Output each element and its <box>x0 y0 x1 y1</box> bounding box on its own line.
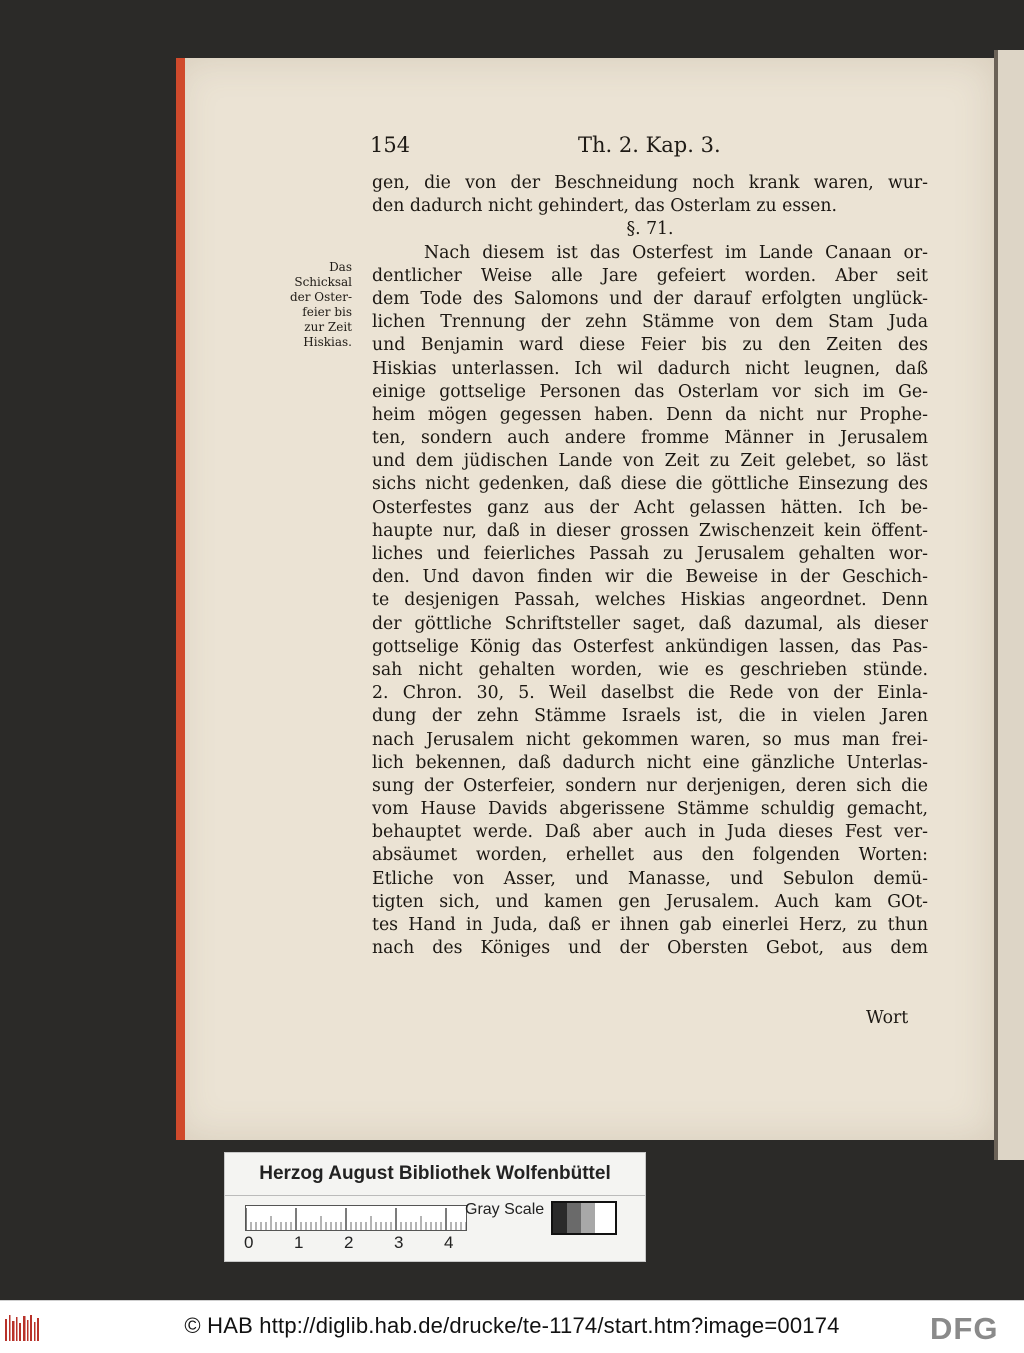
text-line: den dadurch nicht gehindert, das Osterlam zu essen. <box>372 196 837 217</box>
text-line: liches und feierliches Passah zu Jerusalem gehalten wor- <box>372 544 928 564</box>
grayscale-swatch <box>581 1203 595 1233</box>
text-line: tes Hand in Juda, daß er ihnen gab einerlei Herz, zu thun <box>372 915 928 935</box>
text-line: sung der Osterfeier, sondern nur derjenigen, deren sich die <box>372 775 928 796</box>
margin-note-line: zur Zeit <box>304 320 352 334</box>
section-heading: §. 71. <box>626 219 674 240</box>
red-page-edge <box>176 58 185 1140</box>
running-title: Th. 2. Kap. 3. <box>578 133 721 157</box>
measurement-ruler <box>245 1205 467 1231</box>
margin-note-line: feier bis <box>302 305 352 319</box>
ruler-ticks <box>246 1206 466 1230</box>
body-text <box>372 172 928 960</box>
copyright-url[interactable]: © HAB http://diglib.hab.de/drucke/te-1174/start.htm?image=00174 <box>184 1313 840 1338</box>
text-line: absäumet worden, erhellet aus den folgenden Worten: <box>372 845 928 866</box>
ruler-number: 1 <box>294 1233 304 1252</box>
ruler-number: 0 <box>244 1233 254 1252</box>
text-line: sichs nicht gedenken, daß diese die göttliche Einsezung des <box>372 474 928 495</box>
margin-note-line: der Oster- <box>289 290 352 304</box>
color-calibration-card <box>224 1152 646 1262</box>
text-line: nach des Königes und der Obersten Gebot, aus dem <box>372 938 928 959</box>
page-number: 154 <box>370 133 411 157</box>
text-line: ten, sondern auch andere fromme Männer in Jerusalem <box>372 428 928 449</box>
text-line: einige gottselige Personen das Osterlam vor sich im Ge- <box>372 381 928 402</box>
next-page-edge <box>994 50 1024 1160</box>
ruler-number: 2 <box>344 1233 354 1252</box>
dfg-logo[interactable]: DFG <box>930 1311 999 1346</box>
text-line: Nach diesem ist das Osterfest im Lande Canaan or- <box>424 242 928 263</box>
text-line: lich bekennen, daß dadurch nicht eine gänzliche Unterlas- <box>372 752 928 773</box>
text-line: Hiskias unterlassen. Ich wil dadurch nicht leugnen, daß <box>372 358 928 379</box>
text-line: nach Jerusalem nicht gekommen waren, so mus man frei- <box>372 729 928 750</box>
margin-note-line: Hiskias. <box>303 335 352 349</box>
text-line: den. Und davon finden wir die Beweise in der Geschich- <box>372 567 928 588</box>
text-line: heim mögen gegessen haben. Denn da nicht nur Prophe- <box>372 404 928 425</box>
footer-bar <box>0 1300 1024 1353</box>
card-title: Herzog August Bibliothek Wolfenbüttel <box>259 1163 611 1184</box>
text-line: Osterfestes ganz aus der Acht gelassen hätten. Ich be- <box>372 497 928 518</box>
text-line: behauptet werde. Daß aber auch in Juda dieses Fest ver- <box>372 822 928 843</box>
ruler-number: 4 <box>444 1233 454 1252</box>
text-line: haupte nur, daß in dieser grossen Zwischenzeit kein öffent- <box>372 520 928 541</box>
margin-note-line: Schicksal <box>294 275 352 289</box>
text-line: dem Tode des Salomons und der darauf erfolgten unglück- <box>372 288 928 309</box>
text-line: tigten sich, und kamen gen Jerusalem. Auch kam GOt- <box>372 891 928 912</box>
text-line: Etliche von Asser, und Manasse, und Sebulon demü- <box>372 868 928 889</box>
text-line: te desjenigen Passah, welches Hiskias angeordnet. Denn <box>372 590 928 611</box>
margin-note <box>280 260 352 350</box>
text-line: und dem jüdischen Lande von Zeit zu Zeit gelebet, so läst <box>372 451 928 472</box>
text-line: lichen Trennung der zehn Stämme von dem Stam Juda <box>372 312 928 333</box>
book-gutter <box>994 50 998 1160</box>
text-line: gen, die von der Beschneidung noch krank waren, wur- <box>372 173 928 193</box>
ruler-number: 3 <box>394 1233 404 1252</box>
card-divider <box>225 1195 645 1196</box>
text-line: dentlicher Weise alle Jare gefeiert worden. Aber seit <box>372 265 928 286</box>
text-line: vom Hause Davids abgerissene Stämme schuldig gemacht, <box>372 799 928 820</box>
grayscale-swatches <box>551 1201 617 1235</box>
text-line: und Benjamin ward diese Feier bis zu den Zeiten des <box>372 335 928 356</box>
grayscale-swatch <box>567 1203 581 1233</box>
text-line: der göttliche Schriftsteller saget, daß dazumal, als dieser <box>372 613 928 634</box>
catchword: Wort <box>866 1008 909 1028</box>
grayscale-label: Gray Scale <box>465 1201 545 1218</box>
grayscale-swatch <box>553 1203 567 1233</box>
text-line: gottselige König das Osterfest ankündigen lassen, das Pas- <box>372 636 928 657</box>
margin-note-line: Das <box>329 260 352 274</box>
text-line: 2. Chron. 30, 5. Weil daselbst die Rede von der Einla- <box>372 683 928 704</box>
text-line: dung der zehn Stämme Israels ist, die in vielen Jaren <box>372 706 928 727</box>
text-line: sah nicht gehalten worden, wie es geschrieben stünde. <box>372 659 928 680</box>
grayscale-swatch <box>595 1203 611 1233</box>
